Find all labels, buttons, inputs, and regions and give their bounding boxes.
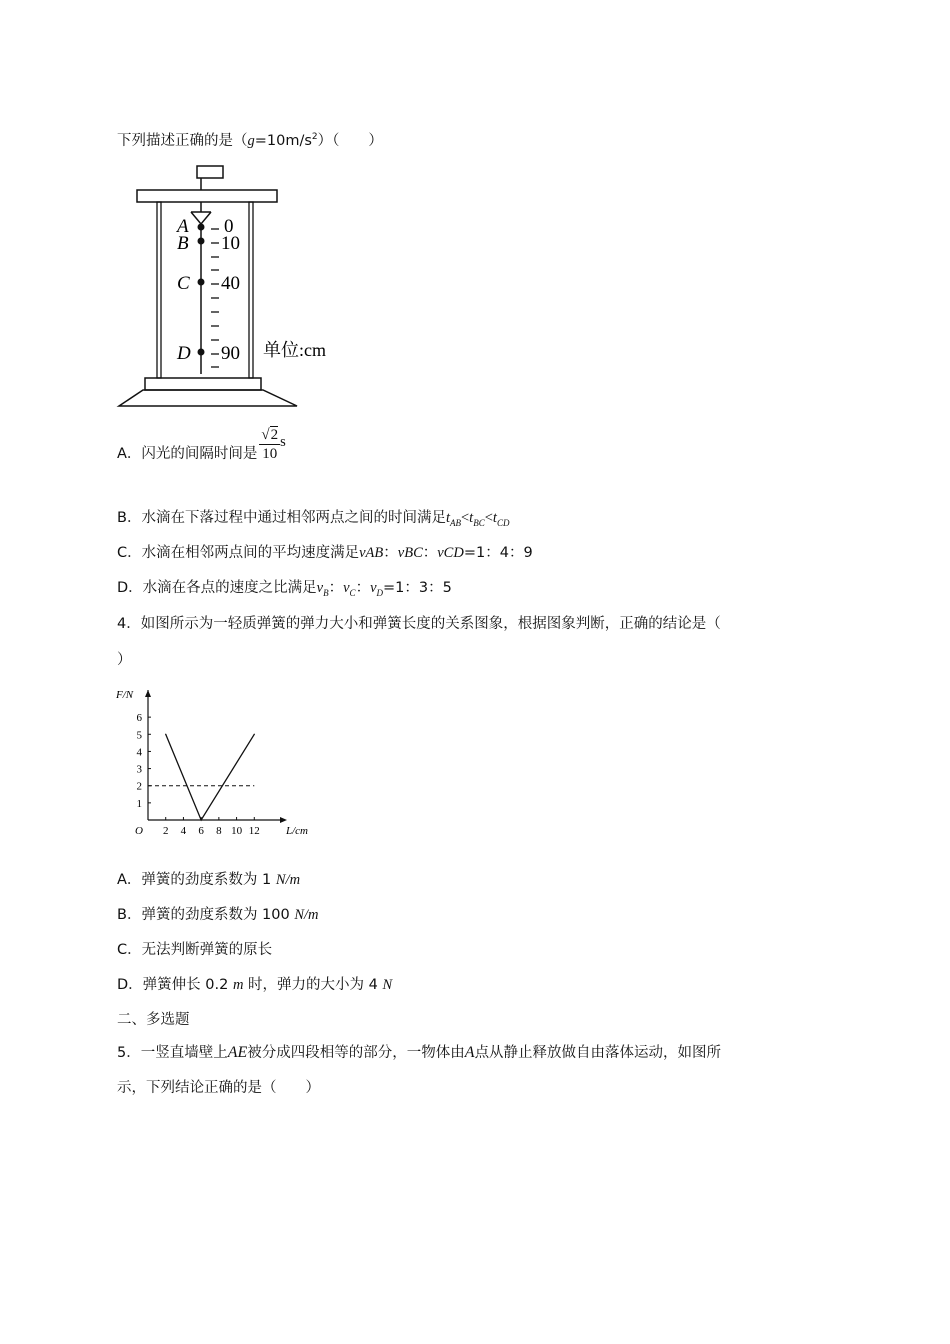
value-10: 10 (221, 233, 240, 254)
spring-force-chart (112, 680, 312, 840)
x-tick-label: 4 (180, 825, 187, 837)
y-tick-label: 5 (136, 729, 142, 742)
y-axis-arrow (145, 690, 151, 697)
y-axis-label: F/N (116, 689, 134, 701)
q3-option-a: A．闪光的间隔时间是 $\frac{√2}{10}$ s (117, 426, 286, 462)
q4-option-d: D．弹簧伸长 0.2 m 时，弹力的大小为 4 N (117, 977, 393, 993)
y-tick-label: 2 (136, 780, 142, 793)
force-series-line (166, 734, 255, 820)
q3-option-b: B．水滴在下落过程中通过相邻两点之间的时间满足$t_{AB}<t_{BC}<t_{CD}$ (117, 510, 510, 528)
y-tick-label: 3 (136, 763, 142, 776)
force-series-point (165, 734, 166, 735)
q3-option-c: C．水滴在相邻两点间的平均速度满足vAB：vBC：vCD=1：4：9 (117, 545, 533, 561)
x-tick-label: 6 (198, 825, 204, 837)
value-40: 40 (221, 273, 240, 294)
value-0: 0 (224, 216, 234, 237)
y-tick-label: 4 (136, 746, 142, 759)
q4-option-a: A．弹簧的劲度系数为 1 N/m (117, 872, 301, 888)
q5-stem-line2: 示，下列结论正确的是（ ） (117, 1080, 320, 1096)
x-axis-label: L/cm (286, 825, 308, 837)
q4-stem-line1: 4．如图所示为一轻质弹簧的弹力大小和弹簧长度的关系图象，根据图象判断，正确的结论是（ (117, 616, 721, 632)
x-tick-label: 2 (162, 825, 169, 837)
label-c: C (177, 273, 190, 294)
label-b: B (177, 233, 189, 254)
y-tick-label: 1 (136, 797, 142, 810)
unit-label: 单位:cm (263, 340, 326, 360)
force-series-point (201, 819, 202, 820)
y-tick-label: 6 (136, 712, 142, 725)
drip-apparatus-figure (115, 160, 355, 410)
label-d: D (177, 343, 191, 364)
drop-d (198, 349, 205, 356)
origin-label: O (135, 825, 143, 837)
value-90: 90 (221, 343, 240, 364)
q3-stem: 下列描述正确的是$(g=10m/s^2)$（ ） (117, 132, 383, 149)
x-axis-arrow (280, 817, 287, 823)
q4-option-c: C．无法判断弹簧的原长 (117, 942, 273, 958)
q3-option-d: D．水滴在各点的速度之比满足$v_B$：$v_C$：$v_D=1$：3：5 (117, 580, 452, 598)
q5-stem-line1: 5．一竖直墙壁上AE被分成四段相等的部分，一物体由A点从静止释放做自由落体运动，如图所 (117, 1044, 722, 1061)
x-tick-label: 8 (216, 825, 222, 837)
drop-b (198, 238, 205, 245)
force-series-point (254, 734, 255, 735)
q4-stem-line2: ） (117, 652, 132, 668)
section-heading-multiple-choice: 二、多选题 (117, 1012, 190, 1028)
label-a: A (177, 216, 189, 237)
interval-fraction: $\frac{√2}{10}$ (261, 426, 279, 462)
drop-c (198, 279, 205, 286)
q4-option-b: B．弹簧的劲度系数为 100 N/m (117, 907, 319, 923)
drop-a (198, 224, 205, 231)
x-tick-label: 12 (248, 825, 260, 837)
x-tick-label: 10 (231, 825, 243, 837)
